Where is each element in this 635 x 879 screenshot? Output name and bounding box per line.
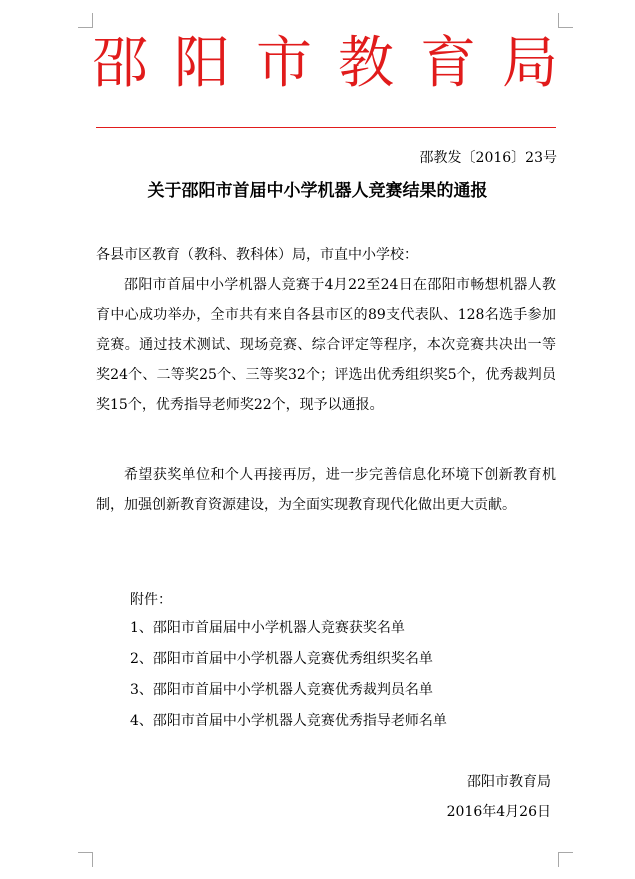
attachment-item: 3、邵阳市首届中小学机器人竞赛优秀裁判员名单 <box>130 682 433 698</box>
attachments-list <box>130 618 447 742</box>
margin-mark-top-left <box>78 13 93 28</box>
agency-char: 教 <box>338 31 394 96</box>
attachment-item: 2、邵阳市首届中小学机器人竞赛优秀组织奖名单 <box>130 651 433 667</box>
document-number: 邵教发〔2016〕23号 <box>419 150 557 166</box>
agency-char: 邵 <box>92 31 148 96</box>
margin-mark-top-right <box>558 13 573 28</box>
agency-char: 局 <box>502 31 558 96</box>
margin-mark-bottom-right <box>558 852 573 867</box>
attachment-item: 4、邵阳市首届中小学机器人竞赛优秀指导老师名单 <box>130 713 447 729</box>
agency-char: 市 <box>256 31 312 96</box>
body-paragraph: 希望获奖单位和个人再接再厉，进一步完善信息化环境下创新教育机制，加强创新教育资源建设，为全面实现教育现代化做出更大贡献。 <box>96 467 556 513</box>
margin-mark-bottom-left <box>78 852 93 867</box>
addressee: 各县市区教育（教科、教科体）局，市直中小学校： <box>96 247 418 263</box>
signature-date: 2016年4月26日 <box>446 804 551 820</box>
agency-char: 育 <box>420 31 476 96</box>
body-paragraph: 邵阳市首届中小学机器人竞赛于4月22至24日在邵阳市畅想机器人教育中心成功举办，全市共有来自各县市区的89支代表队、128名选手参加竞赛。通过技术测试、现场竞赛、综合评定等程序，本次竞赛共决出一等奖24个、二等奖25个、三等奖32个；评选出优秀组织奖5个，优秀裁判员奖15个，优秀指导老师奖22个，现予以通报。 <box>96 277 556 413</box>
document-title: 关于邵阳市首届中小学机器人竞赛结果的通报 <box>147 181 488 201</box>
agency-header <box>92 24 558 104</box>
attachment-item: 1、邵阳市首届届中小学机器人竞赛获奖名单 <box>130 620 405 636</box>
signature-organization: 邵阳市教育局 <box>467 774 551 790</box>
attachments-label: 附件： <box>130 592 172 608</box>
agency-char: 阳 <box>174 31 230 96</box>
header-divider <box>96 127 556 128</box>
